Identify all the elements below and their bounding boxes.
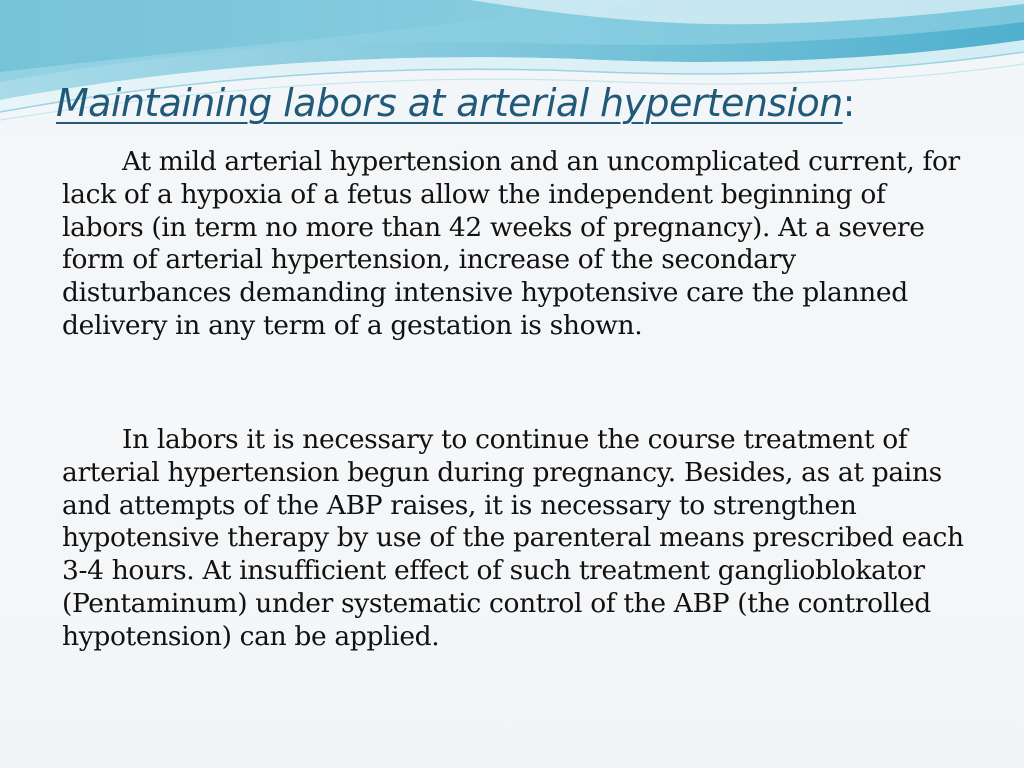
- paragraph-1: At mild arterial hypertension and an uncomplicated current, for lack of a hypoxia of a fetus allow the independent beginning of labors (in term no more than 42 weeks of pregnancy). At a severe form of arterial hypertension, increase of the secondary disturbances demanding intensive hypotensive care the planned delivery in any term of a gestation is shown.: [62, 146, 960, 341]
- title-colon: :: [842, 81, 856, 125]
- paragraph-2: In labors it is necessary to continue the course treatment of arterial hypertension begun during pregnancy. Besides, as at pains and attempts of the ABP raises, it is necessary to strengthen hypotensive therapy by use of the parenteral means prescribed each 3-4 hours. At insufficient effect of such treatment ganglioblokator (Pentaminum) under systematic control of the ABP (the controlled hypotension) can be applied.: [62, 424, 964, 652]
- slide-title: Maintaining labors at arterial hypertension: [56, 81, 843, 125]
- title-block: [56, 76, 976, 130]
